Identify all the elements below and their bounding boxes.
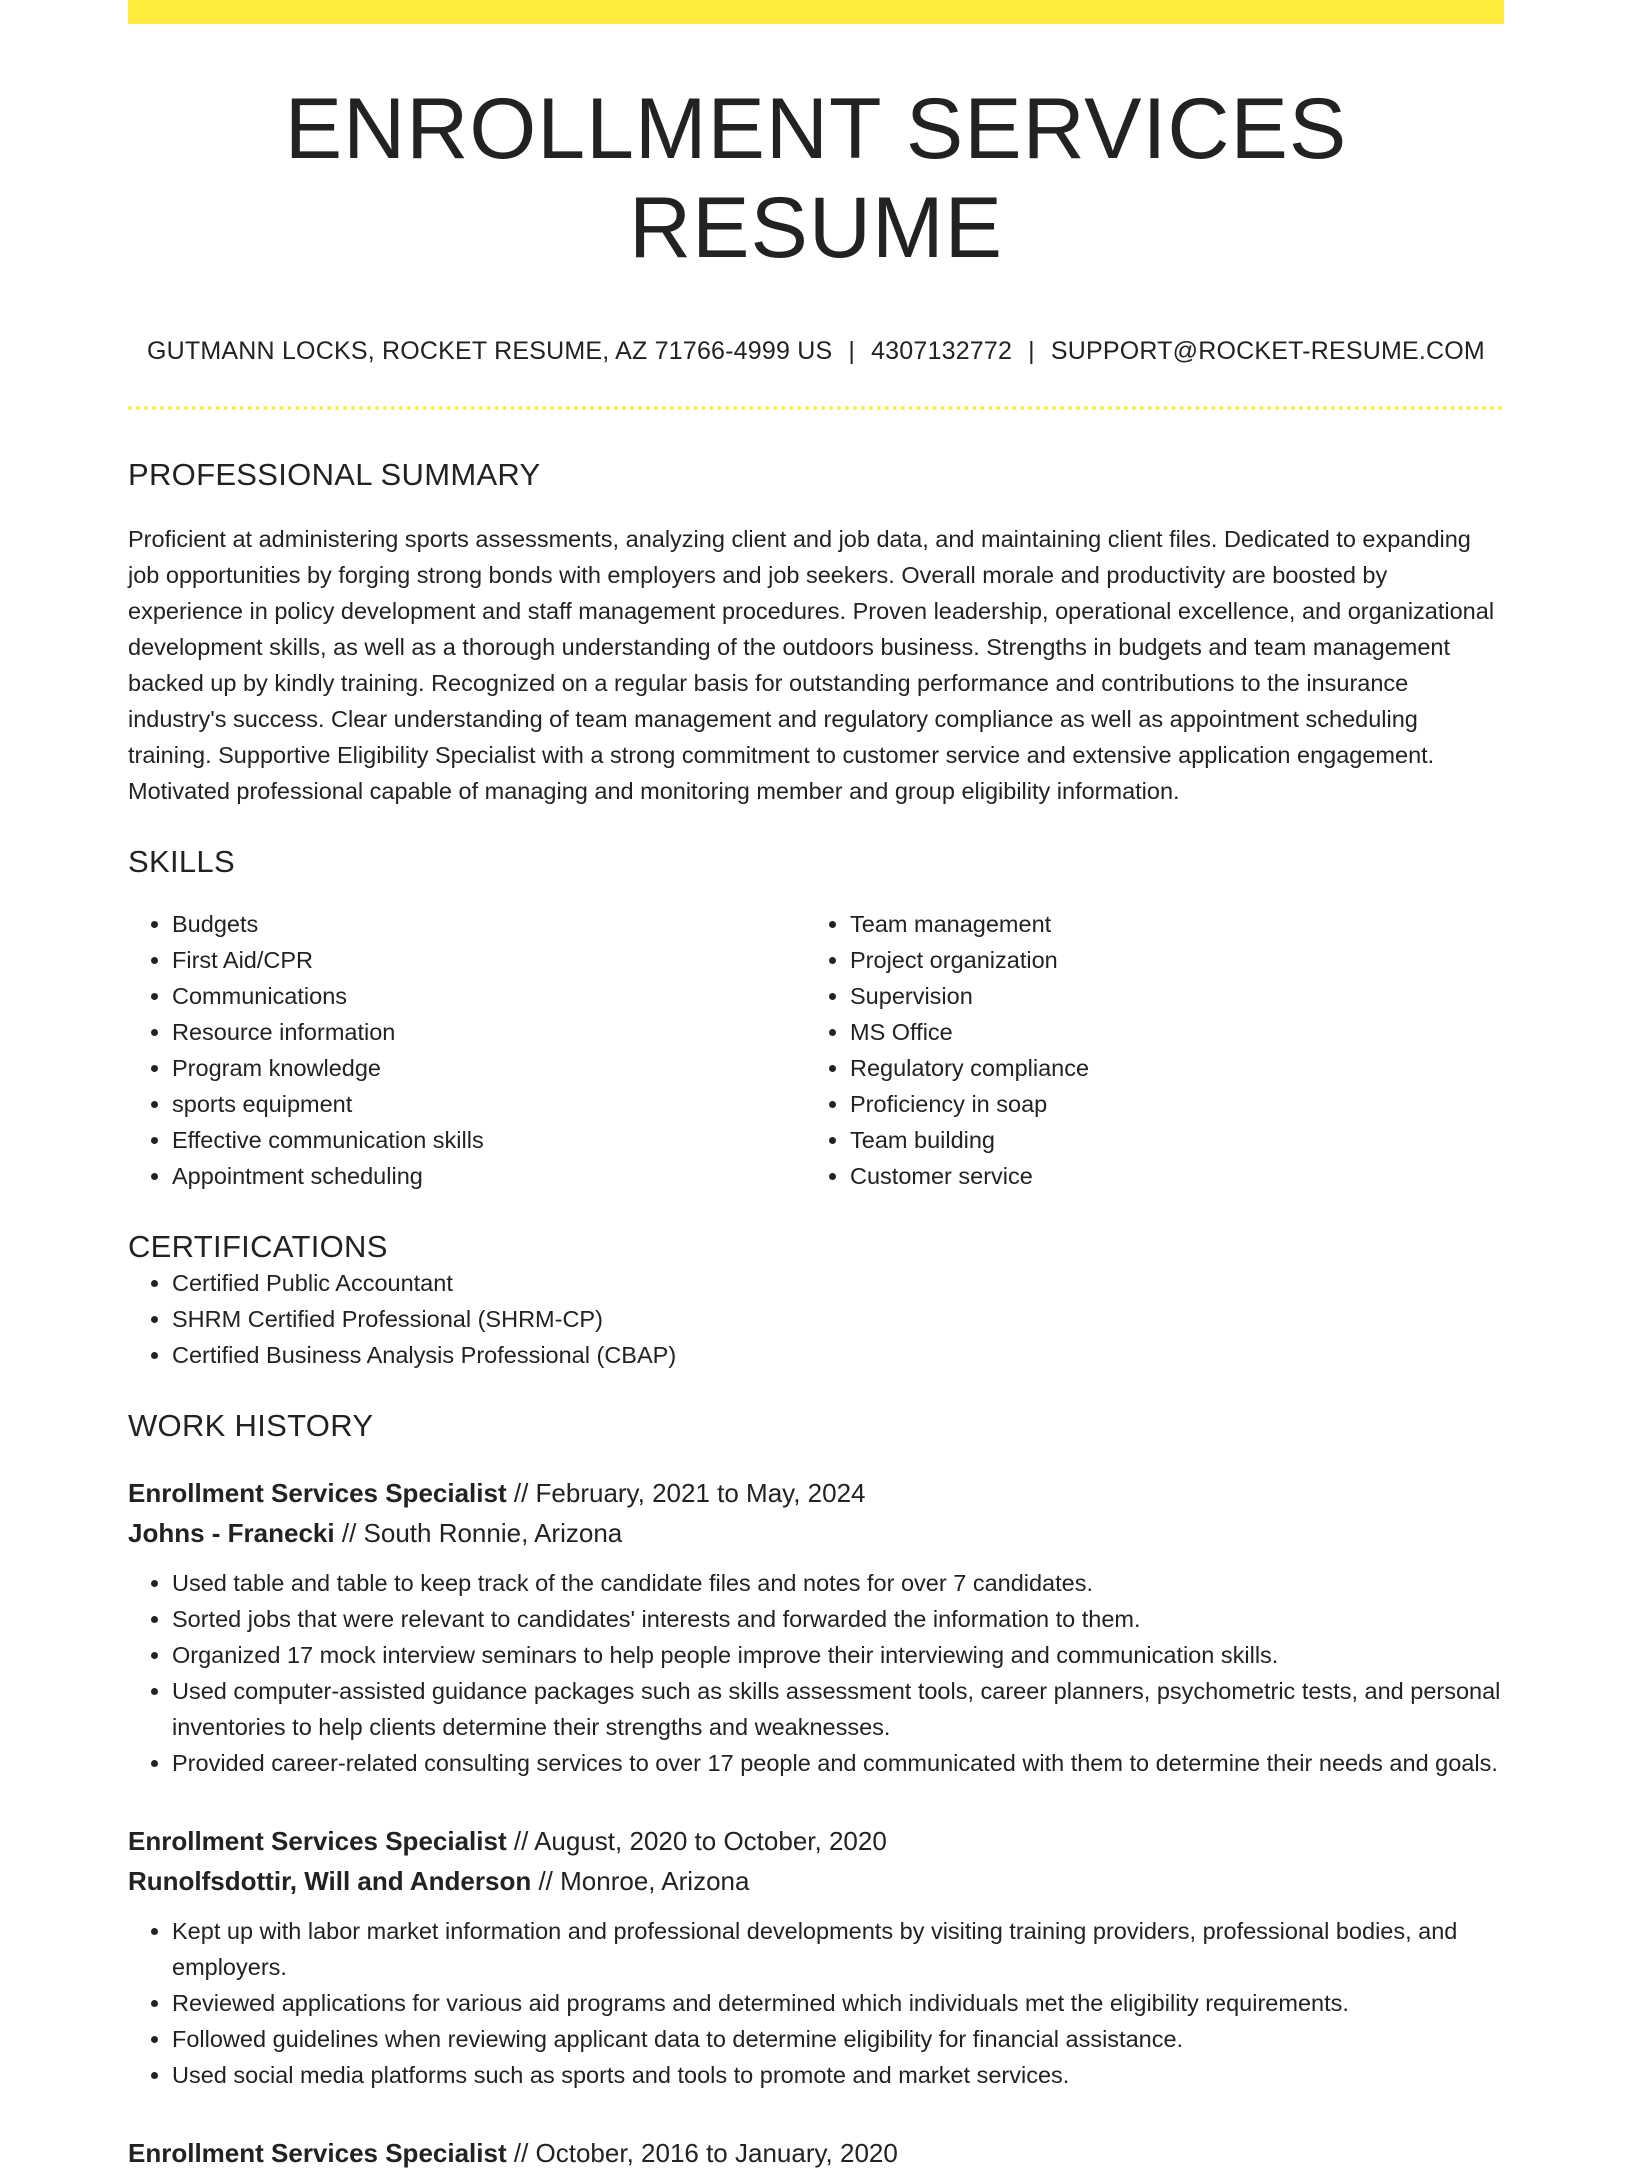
job-title: Enrollment Services Specialist: [128, 2137, 507, 2168]
skill-item: • Program knowledge: [172, 1050, 806, 1086]
skill-item: • Team management: [850, 906, 1504, 942]
resume-title: ENROLLMENT SERVICES RESUME: [284, 81, 1348, 276]
contact-address: GUTMANN LOCKS, ROCKET RESUME, AZ 71766-4999 US: [147, 336, 833, 365]
contact-separator: |: [1028, 336, 1035, 365]
job-bullets: [128, 1565, 1504, 1781]
job-location: // Monroe, Arizona: [531, 1865, 750, 1896]
job-bullet: • Provided career-related consulting services to over 17 people and communicated with them to determine their needs and goals.: [172, 1745, 1504, 1781]
skills-grid: [128, 906, 1504, 1194]
certifications-list: [128, 1265, 1504, 1373]
skill-item: • Proficiency in soap: [850, 1086, 1504, 1122]
job-title-line: [128, 2133, 1504, 2173]
skill-item: • Effective communication skills: [172, 1122, 806, 1158]
skills-list-right: [806, 906, 1504, 1194]
job-bullet: • Reviewed applications for various aid programs and determined which individuals met the eligibility requirements.: [172, 1985, 1504, 2021]
resume-page: [128, 0, 1504, 2173]
contact-line: [128, 336, 1504, 366]
job-title: Enrollment Services Specialist: [128, 1477, 507, 1508]
job-bullet: • Used computer-assisted guidance packages such as skills assessment tools, career planners, psychometric tests, and personal inventories to help clients determine their strengths and weaknesses.: [172, 1673, 1504, 1745]
job-bullet: • Organized 17 mock interview seminars to help people improve their interviewing and communication skills.: [172, 1637, 1504, 1673]
certification-item: • Certified Business Analysis Professional (CBAP): [172, 1337, 1504, 1373]
accent-top-bar: [128, 0, 1504, 24]
skill-item: • Appointment scheduling: [172, 1158, 806, 1194]
job-entry: [128, 1473, 1504, 1781]
job-company: Johns - Franecki: [128, 1517, 335, 1548]
skill-item: • Supervision: [850, 978, 1504, 1014]
skill-item: • Resource information: [172, 1014, 806, 1050]
job-bullet: • Used social media platforms such as sports and tools to promote and market services.: [172, 2057, 1504, 2093]
job-company: Runolfsdottir, Will and Anderson: [128, 1865, 532, 1896]
certification-item: • Certified Public Accountant: [172, 1265, 1504, 1301]
contact-phone: 4307132772: [871, 336, 1013, 365]
summary-heading: PROFESSIONAL SUMMARY: [128, 456, 541, 492]
job-dates: // August, 2020 to October, 2020: [506, 1825, 887, 1856]
skill-item: • MS Office: [850, 1014, 1504, 1050]
job-dates: // October, 2016 to January, 2020: [506, 2137, 898, 2168]
job-title-line: [128, 1821, 1504, 1861]
job-company-line: [128, 1861, 1504, 1901]
job-entry: [128, 2133, 1504, 2173]
contact-email: SUPPORT@ROCKET-RESUME.COM: [1050, 336, 1485, 365]
skill-item: • Customer service: [850, 1158, 1504, 1194]
certification-item: • SHRM Certified Professional (SHRM-CP): [172, 1301, 1504, 1337]
job-dates: // February, 2021 to May, 2024: [506, 1477, 866, 1508]
job-bullet: • Followed guidelines when reviewing applicant data to determine eligibility for financial assistance.: [172, 2021, 1504, 2057]
job-location: // South Ronnie, Arizona: [334, 1517, 623, 1548]
skill-item: • Communications: [172, 978, 806, 1014]
job-title-line: [128, 1473, 1504, 1513]
work-history-heading: WORK HISTORY: [128, 1408, 374, 1444]
job-entry: [128, 1821, 1504, 2093]
skill-item: • First Aid/CPR: [172, 942, 806, 978]
job-bullet: • Sorted jobs that were relevant to candidates' interests and forwarded the information to them.: [172, 1601, 1504, 1637]
skills-heading: SKILLS: [128, 843, 235, 879]
skill-item: • Team building: [850, 1122, 1504, 1158]
skill-item: • Regulatory compliance: [850, 1050, 1504, 1086]
summary-text: Proficient at administering sports assessments, analyzing client and job data, and maintaining client files. Dedicated to expanding job opportunities by forging strong bonds with employers and job seekers. Overall morale and productivity are boosted by experience in policy development and staff management procedures. Proven leadership, operational excellence, and organizational development skills, as well as a thorough understanding of the outdoors business. Strengths in budgets and team management backed up by kindly training. Recognized on a regular basis for outstanding performance and contributions to the insurance industry's success. Clear understanding of team management and regulatory compliance as well as appointment scheduling training. Supportive Eligibility Specialist with a strong commitment to customer service and extensive application engagement. Motivated professional capable of managing and monitoring member and group eligibility information.: [128, 525, 1495, 804]
job-title: Enrollment Services Specialist: [128, 1825, 507, 1856]
job-bullet: • Used table and table to keep track of the candidate files and notes for over 7 candidates.: [172, 1565, 1504, 1601]
job-company-line: [128, 1513, 1504, 1553]
work-history-section: [128, 1407, 1504, 2172]
skill-item: • Project organization: [850, 942, 1504, 978]
skill-item: • Budgets: [172, 906, 806, 942]
skills-list-left: [128, 906, 806, 1194]
job-bullet: • Kept up with labor market information and professional developments by visiting training providers, professional bodies, and employers.: [172, 1913, 1504, 1985]
skill-item: • sports equipment: [172, 1086, 806, 1122]
header-divider: [128, 406, 1504, 410]
certifications-heading: CERTIFICATIONS: [128, 1229, 388, 1265]
certifications-section: [128, 1228, 1504, 1373]
contact-separator: |: [848, 336, 856, 365]
skills-section: [128, 843, 1504, 1194]
job-bullets: [128, 1913, 1504, 2093]
